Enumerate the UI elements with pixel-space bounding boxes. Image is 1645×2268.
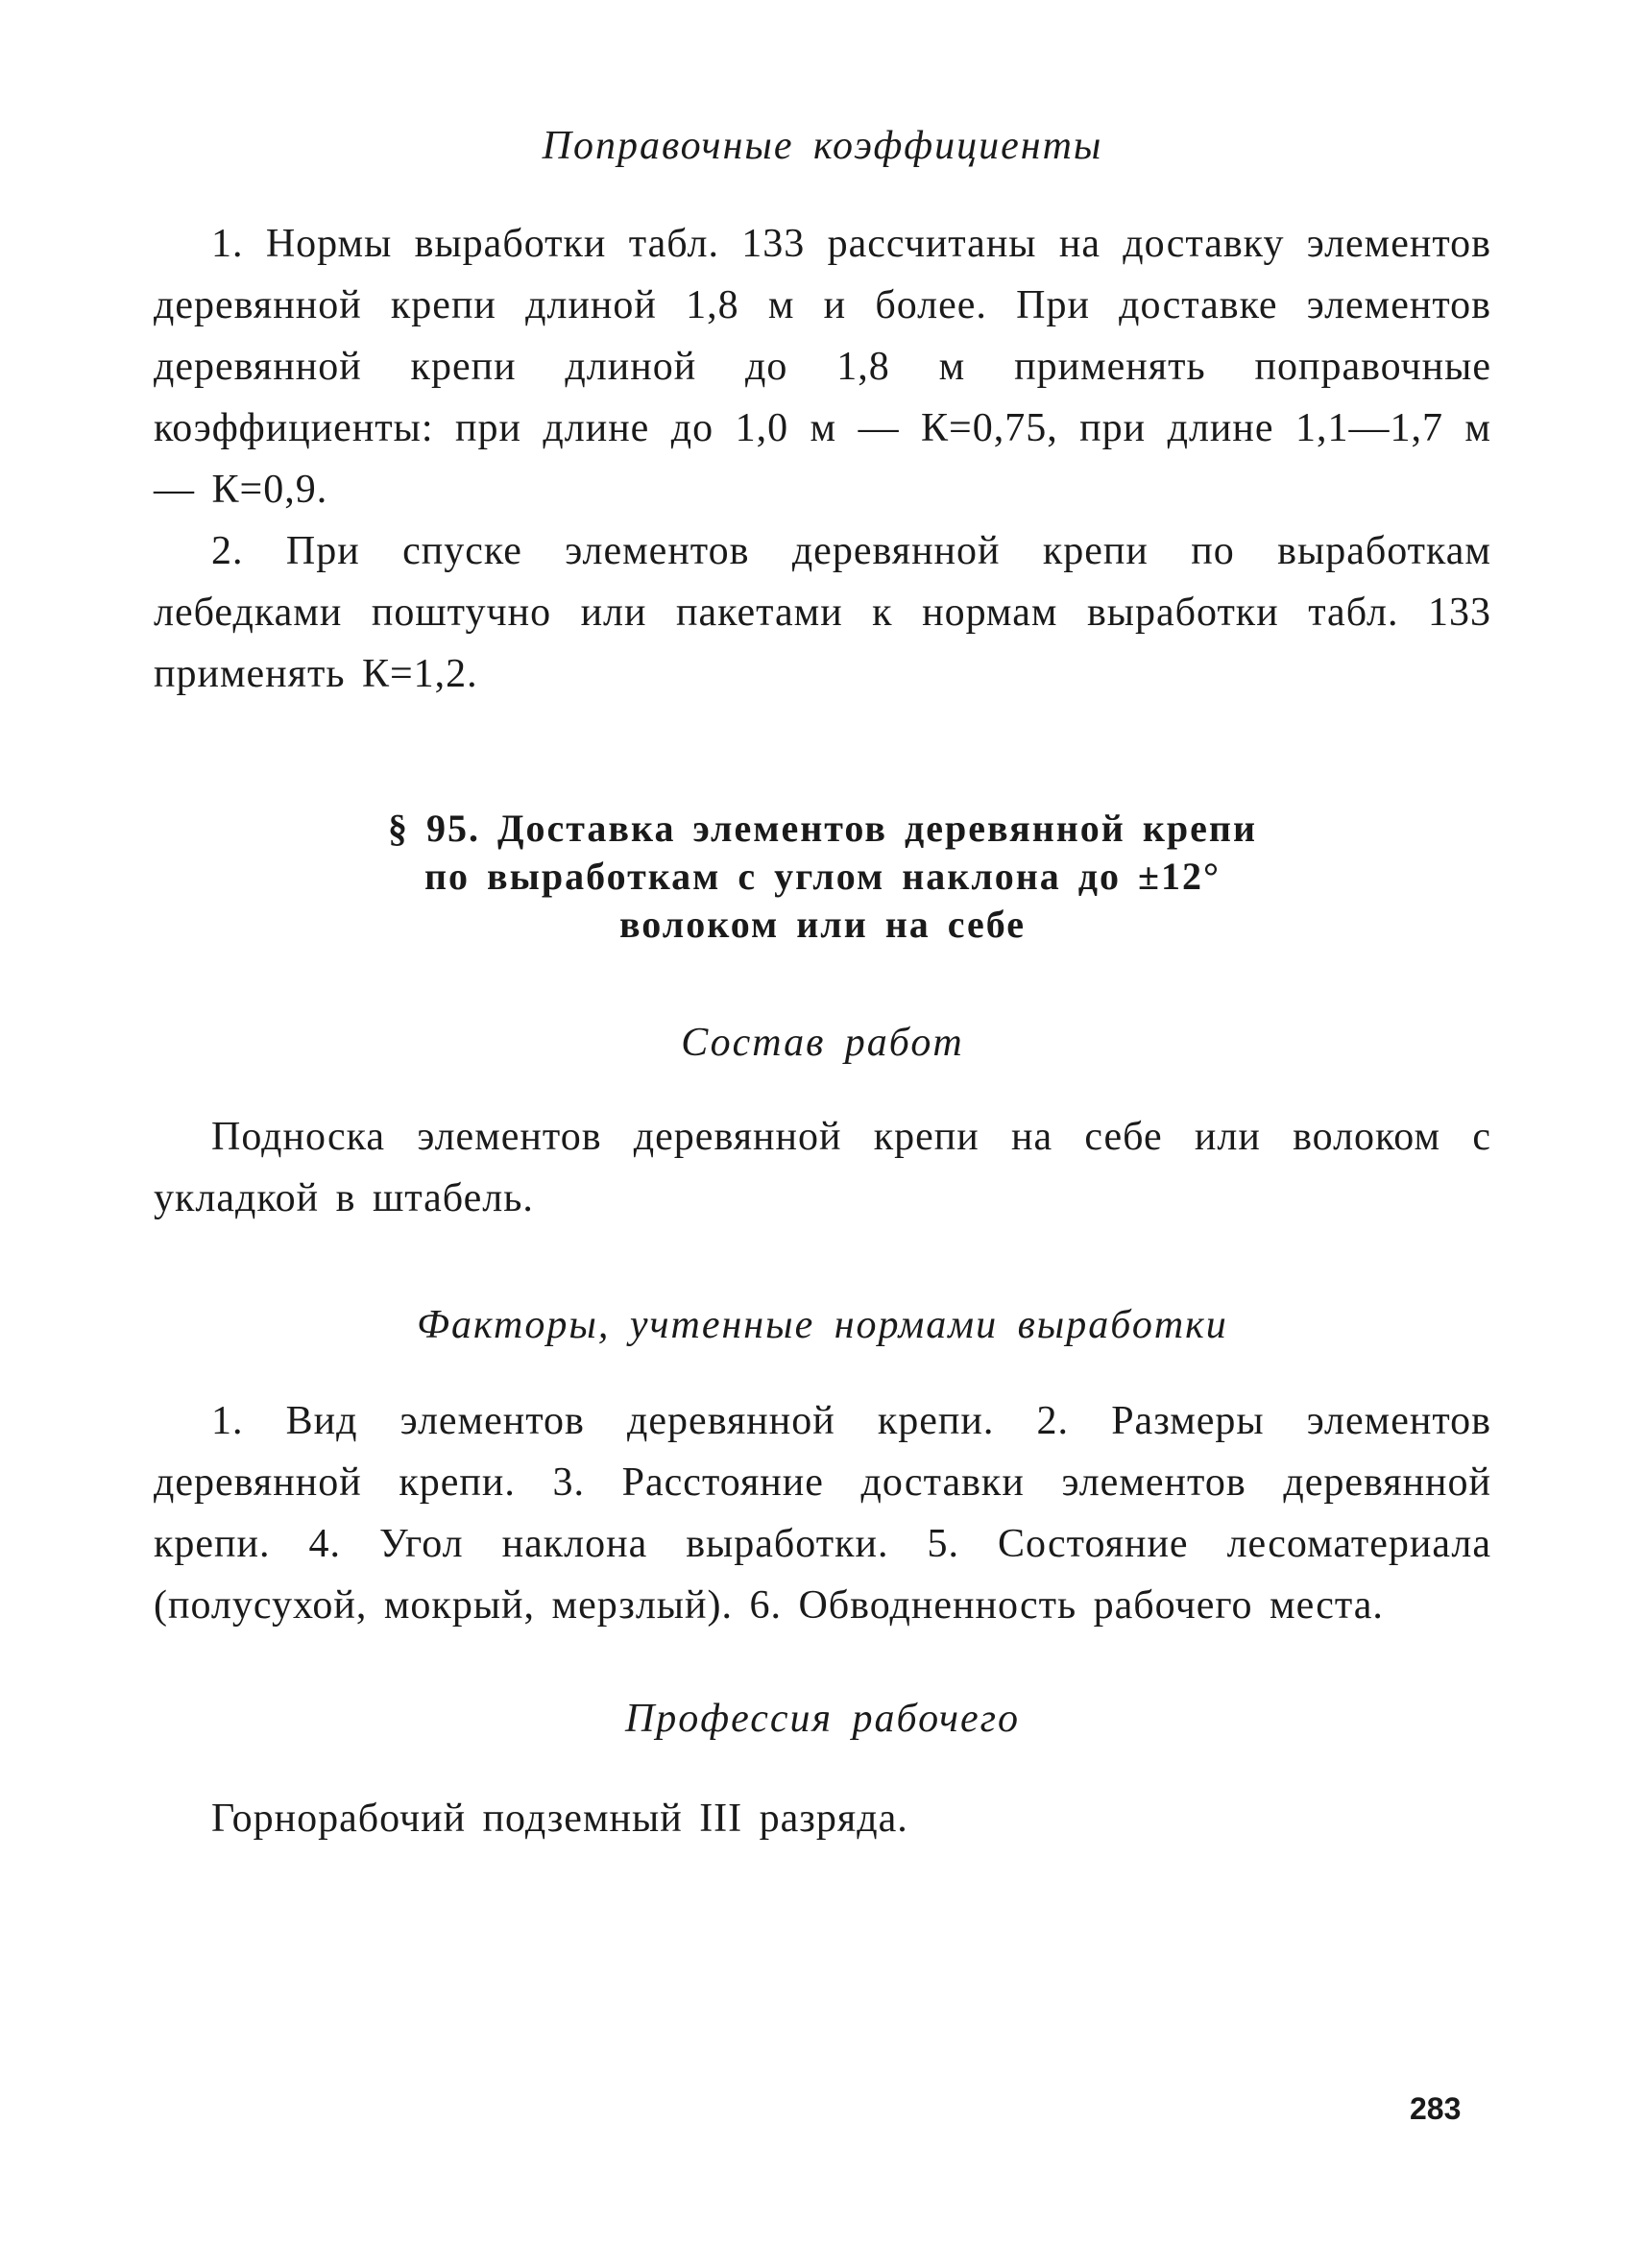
profession-text: Горнорабочий подземный III разряда. [211, 1797, 908, 1841]
section-title-line-3: волоком или на себе [618, 903, 1027, 946]
section-title-line-2: по выработкам с углом наклона до ±12° [424, 855, 1221, 898]
work-composition-text: Подноска элементов деревянной крепи на себе или волоком с укладкой в штабель. [154, 1115, 1491, 1220]
factors-heading: Факторы, учтенные нормами выработки [417, 1303, 1228, 1347]
work-composition-heading: Состав работ [681, 1021, 964, 1065]
section-title [0, 805, 1645, 949]
section-title-line-1: § 95. Доставка элементов деревянной крепи [388, 807, 1257, 850]
correction-item-2: 2. При спуске элементов деревянной крепи по выработкам лебедками поштучно или пакетами к нормам выработки табл. 133 применять К=1,2. [154, 529, 1491, 696]
factors-text: 1. Вид элементов деревянной крепи. 2. Размеры элементов деревянной крепи. 3. Расстояние доставки элементов деревянной крепи. 4. Угол наклона выработки. 5. Состояние лесоматериала (полусухой, мокрый, мерзлый). 6. Обводненность рабочего места. [154, 1399, 1491, 1628]
corrections-heading: Поправочные коэффициенты [542, 124, 1103, 168]
profession-heading: Профессия рабочего [624, 1697, 1021, 1741]
corrections-list [154, 213, 1491, 705]
page-number: 283 [1410, 2091, 1462, 2126]
correction-item-1: 1. Нормы выработки табл. 133 рассчитаны на доставку элементов деревянной крепи длиной 1,8 м и более. При доставке элементов деревянной крепи длиной до 1,8 м применять поправочные коэффициенты: при длине до 1,0 м — К=0,75, при длине 1,1—1,7 м — К=0,9. [154, 222, 1491, 512]
